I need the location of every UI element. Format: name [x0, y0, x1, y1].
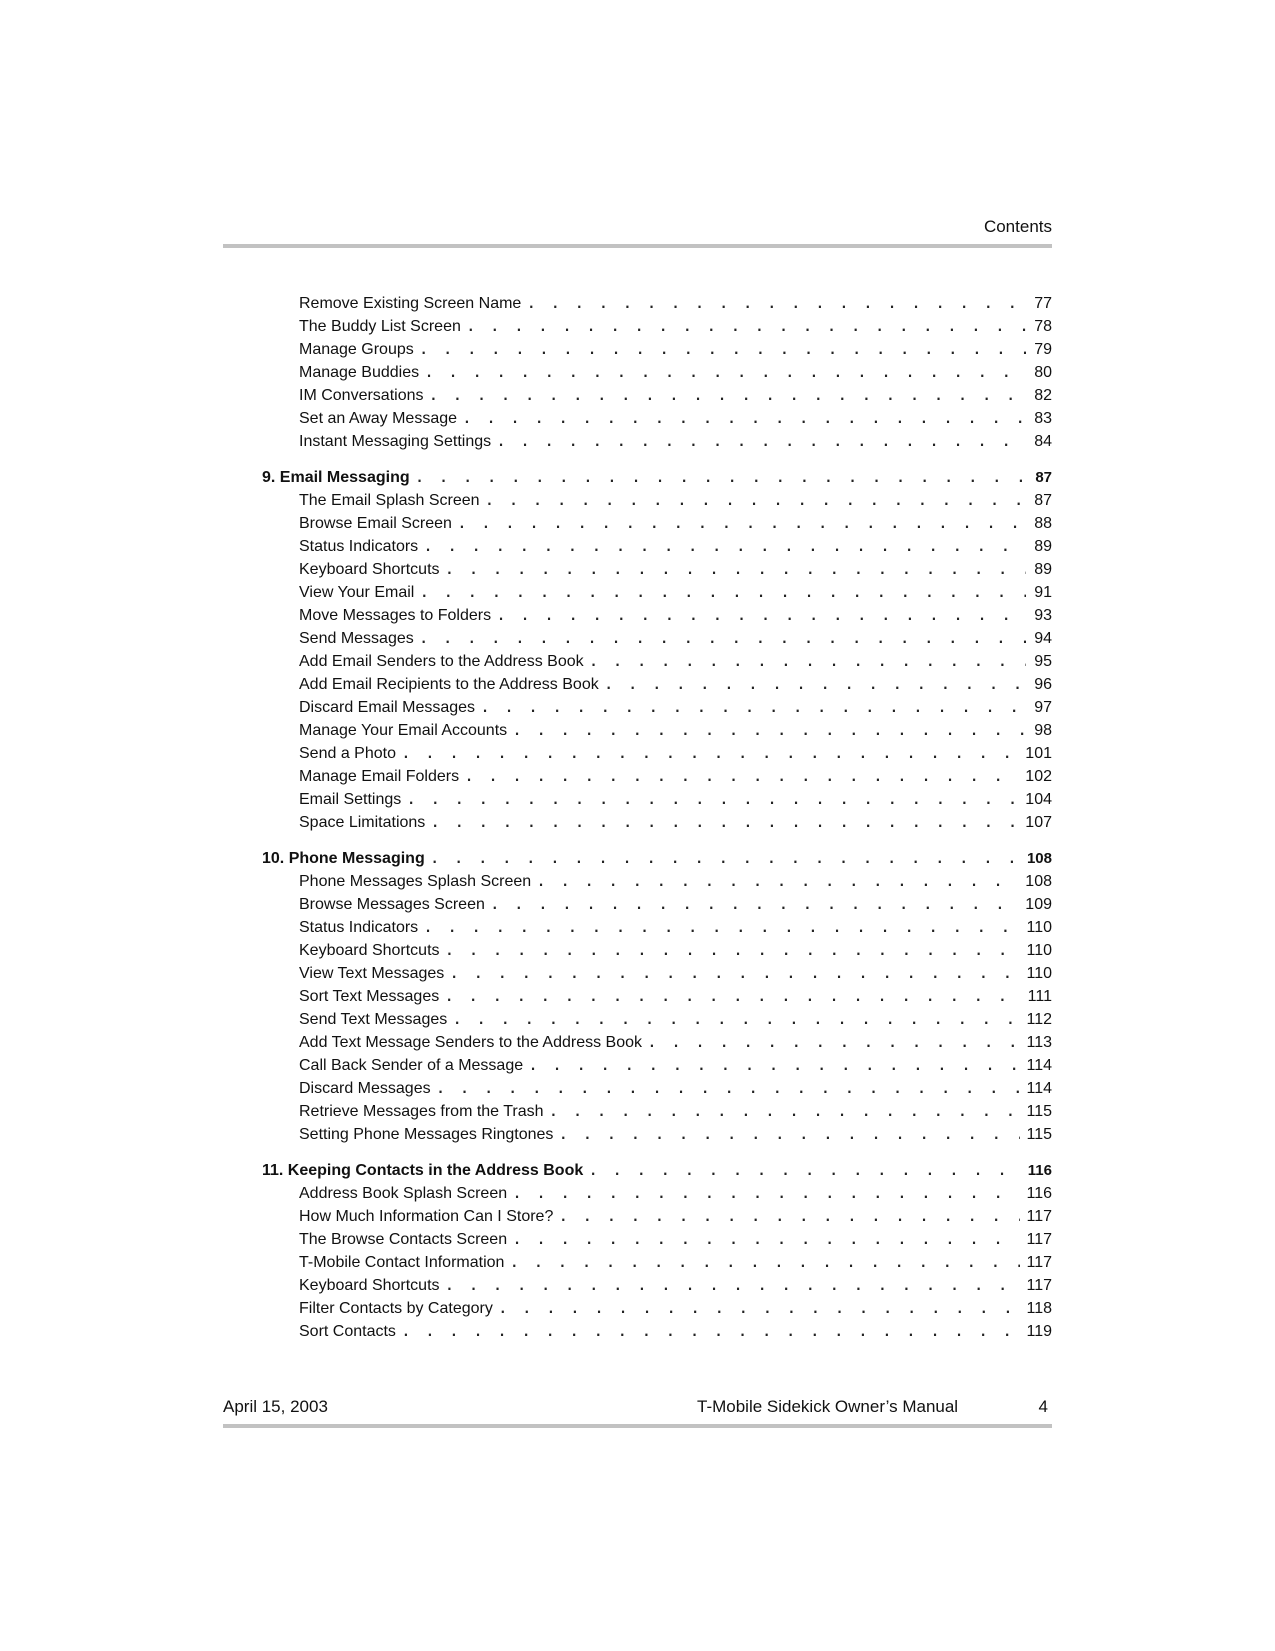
dot-leader	[446, 559, 1026, 582]
toc-entry-title: Filter Contacts by Category	[299, 1300, 493, 1317]
toc-entry-title: Email Settings	[299, 791, 402, 808]
toc-entry-page: 111	[1027, 988, 1052, 1005]
toc-entry-title: T-Mobile Contact Information	[299, 1254, 505, 1271]
toc-entry[interactable]	[262, 1228, 1052, 1251]
toc-entry-page: 82	[1034, 387, 1052, 404]
dot-leader	[424, 536, 1026, 559]
dot-leader	[648, 1032, 1020, 1055]
dot-leader	[445, 986, 1021, 1009]
toc-entry-page: 114	[1026, 1080, 1052, 1097]
toc-entry-page: 117	[1026, 1277, 1052, 1294]
toc-entry[interactable]	[262, 1205, 1052, 1228]
toc-entry-title: Sort Contacts	[299, 1323, 396, 1340]
toc-chapter-10	[262, 847, 1052, 1146]
toc-entry-page: 95	[1034, 653, 1052, 670]
dot-leader	[559, 1206, 1020, 1229]
dot-leader	[453, 1009, 1020, 1032]
dot-leader	[424, 917, 1020, 940]
toc-entry[interactable]	[262, 1008, 1052, 1031]
toc-entry-title: Discard Email Messages	[299, 699, 476, 716]
dot-leader	[420, 582, 1026, 605]
dot-leader	[420, 339, 1026, 362]
toc-entry[interactable]	[262, 558, 1052, 581]
toc-chapter-heading[interactable]	[262, 1159, 1052, 1182]
toc-entry-page: 115	[1026, 1103, 1052, 1120]
toc-chapter-title: 11. Keeping Contacts in the Address Book	[262, 1162, 584, 1179]
toc-entry-title: IM Conversations	[299, 387, 424, 404]
toc-entry-title: Status Indicators	[299, 538, 419, 555]
toc-entry-page: 114	[1026, 1057, 1052, 1074]
toc-entry[interactable]	[262, 627, 1052, 650]
page-footer	[223, 1396, 1052, 1418]
toc-entry-page: 94	[1034, 630, 1052, 647]
toc-chapter-heading[interactable]	[262, 466, 1052, 489]
toc-entry[interactable]	[262, 489, 1052, 512]
toc-entry[interactable]	[262, 407, 1052, 430]
toc-entry-title: Send Messages	[299, 630, 414, 647]
toc-entry-page: 89	[1034, 561, 1052, 578]
toc-entry-page: 79	[1034, 341, 1052, 358]
toc-entry[interactable]	[262, 870, 1052, 893]
toc-entry-title: Keyboard Shortcuts	[299, 942, 440, 959]
toc-entry-page: 93	[1034, 607, 1052, 624]
toc-entry-page: 117	[1026, 1208, 1052, 1225]
dot-leader	[527, 293, 1026, 316]
dot-leader	[446, 940, 1021, 963]
toc-entry[interactable]	[262, 962, 1052, 985]
toc-entry[interactable]	[262, 985, 1052, 1008]
toc-entry-title: Set an Away Message	[299, 410, 458, 427]
toc-entry-title: Send a Photo	[299, 745, 396, 762]
toc-entry-title: Keyboard Shortcuts	[299, 561, 440, 578]
toc-entry-title: Add Text Message Senders to the Address Book	[299, 1034, 643, 1051]
toc-entry-page: 84	[1034, 433, 1052, 450]
toc-entry-title: Sort Text Messages	[299, 988, 440, 1005]
toc-entry-title: Browse Messages Screen	[299, 896, 485, 913]
toc-entry[interactable]	[262, 1054, 1052, 1077]
dot-leader	[458, 513, 1026, 536]
toc-entry[interactable]	[262, 916, 1052, 939]
toc-entry[interactable]	[262, 361, 1052, 384]
toc-entry[interactable]	[262, 1274, 1052, 1297]
toc-entry-page: 88	[1034, 515, 1052, 532]
toc-entry-page: 96	[1034, 676, 1052, 693]
toc-entry-title: Add Email Recipients to the Address Book	[299, 676, 599, 693]
toc-section-continued	[262, 292, 1052, 453]
dot-leader	[559, 1124, 1020, 1147]
dot-leader	[510, 1252, 1020, 1275]
dot-leader	[481, 697, 1026, 720]
page-header	[223, 216, 1052, 238]
toc-entry-title: View Your Email	[299, 584, 415, 601]
toc-entry[interactable]	[262, 1123, 1052, 1146]
toc-entry-page: 112	[1026, 1011, 1052, 1028]
toc-entry[interactable]	[262, 430, 1052, 453]
header-title: Contents	[983, 217, 1052, 236]
toc-entry-page: 110	[1026, 942, 1052, 959]
dot-leader	[446, 1275, 1021, 1298]
toc-entry[interactable]	[262, 292, 1052, 315]
dot-leader	[491, 894, 1019, 917]
toc-chapter-title: 9. Email Messaging	[262, 469, 410, 486]
toc-entry[interactable]	[262, 939, 1052, 962]
toc-entry-page: 97	[1034, 699, 1052, 716]
toc-entry-title: Manage Groups	[299, 341, 414, 358]
toc-entry[interactable]	[262, 719, 1052, 742]
footer-page-number: 4	[1038, 1397, 1048, 1416]
toc-entry-title: Discard Messages	[299, 1080, 431, 1097]
header-rule	[223, 244, 1052, 248]
footer-date: April 15, 2003	[223, 1397, 328, 1416]
toc-entry-title: Manage Buddies	[299, 364, 420, 381]
dot-leader	[513, 1183, 1020, 1206]
toc-entry-page: 108	[1025, 873, 1052, 890]
dot-leader	[465, 766, 1019, 789]
toc-entry-page: 107	[1025, 814, 1052, 831]
dot-leader	[550, 1101, 1021, 1124]
dot-leader	[402, 1321, 1021, 1344]
dot-leader	[605, 674, 1026, 697]
toc-entry-title: Instant Messaging Settings	[299, 433, 492, 450]
toc-entry[interactable]	[262, 315, 1052, 338]
toc-entry-title: View Text Messages	[299, 965, 445, 982]
toc-entry[interactable]	[262, 1100, 1052, 1123]
toc-entry[interactable]	[262, 1182, 1052, 1205]
toc-chapter-page: 108	[1026, 850, 1052, 867]
toc-entry[interactable]	[262, 1077, 1052, 1100]
toc-chapter-11	[262, 1159, 1052, 1343]
toc-entry-page: 117	[1026, 1254, 1052, 1271]
toc-entry[interactable]	[262, 1297, 1052, 1320]
dot-leader	[407, 789, 1019, 812]
toc-entry[interactable]	[262, 581, 1052, 604]
toc-entry[interactable]	[262, 673, 1052, 696]
toc-entry-page: 113	[1026, 1034, 1052, 1051]
toc-entry-page: 116	[1026, 1185, 1052, 1202]
dot-leader	[430, 385, 1027, 408]
toc-entry-page: 104	[1025, 791, 1052, 808]
toc-entry-page: 117	[1026, 1231, 1052, 1248]
table-of-contents	[262, 292, 1052, 1343]
dot-leader	[420, 628, 1026, 651]
toc-entry-title: Space Limitations	[299, 814, 426, 831]
dot-leader	[589, 1160, 1022, 1183]
toc-entry-title: Status Indicators	[299, 919, 419, 936]
dot-leader	[529, 1055, 1020, 1078]
toc-entry[interactable]	[262, 512, 1052, 535]
toc-entry[interactable]	[262, 535, 1052, 558]
toc-chapter-title: 10. Phone Messaging	[262, 850, 425, 867]
dot-leader	[450, 963, 1020, 986]
toc-entry-page: 109	[1025, 896, 1052, 913]
dot-leader	[431, 848, 1021, 871]
toc-entry-page: 110	[1026, 965, 1052, 982]
dot-leader	[463, 408, 1026, 431]
toc-chapter-heading[interactable]	[262, 847, 1052, 870]
toc-entry-title: The Email Splash Screen	[299, 492, 480, 509]
toc-entry-title: Add Email Senders to the Address Book	[299, 653, 584, 670]
dot-leader	[590, 651, 1026, 674]
toc-entry-page: 102	[1025, 768, 1052, 785]
dot-leader	[431, 812, 1019, 835]
toc-chapter-page: 87	[1035, 469, 1052, 486]
toc-entry[interactable]	[262, 742, 1052, 765]
toc-entry-page: 101	[1025, 745, 1052, 762]
toc-entry-title: How Much Information Can I Store?	[299, 1208, 554, 1225]
toc-entry-page: 87	[1034, 492, 1052, 509]
dot-leader	[499, 1298, 1021, 1321]
dot-leader	[467, 316, 1026, 339]
toc-entry-page: 77	[1034, 295, 1052, 312]
dot-leader	[425, 362, 1026, 385]
dot-leader	[486, 490, 1026, 513]
toc-entry-page: 80	[1034, 364, 1052, 381]
toc-entry-title: Send Text Messages	[299, 1011, 448, 1028]
toc-entry[interactable]	[262, 788, 1052, 811]
toc-entry-title: Move Messages to Folders	[299, 607, 492, 624]
toc-entry-page: 115	[1026, 1126, 1052, 1143]
toc-entry-page: 83	[1034, 410, 1052, 427]
toc-entry-title: Retrieve Messages from the Trash	[299, 1103, 544, 1120]
toc-entry-page: 118	[1026, 1300, 1052, 1317]
toc-entry[interactable]	[262, 1320, 1052, 1343]
toc-entry-title: Browse Email Screen	[299, 515, 452, 532]
toc-entry-title: Setting Phone Messages Ringtones	[299, 1126, 554, 1143]
toc-entry-page: 91	[1034, 584, 1052, 601]
toc-entry-page: 119	[1026, 1323, 1052, 1340]
dot-leader	[513, 720, 1026, 743]
toc-entry-page: 110	[1026, 919, 1052, 936]
footer-rule	[223, 1424, 1052, 1428]
toc-entry-page: 78	[1034, 318, 1052, 335]
dot-leader	[497, 431, 1026, 454]
toc-entry[interactable]	[262, 696, 1052, 719]
toc-entry[interactable]	[262, 338, 1052, 361]
dot-leader	[402, 743, 1019, 766]
toc-entry[interactable]	[262, 384, 1052, 407]
dot-leader	[497, 605, 1026, 628]
toc-entry[interactable]	[262, 604, 1052, 627]
dot-leader	[513, 1229, 1020, 1252]
toc-entry[interactable]	[262, 1031, 1052, 1054]
toc-entry-title: Phone Messages Splash Screen	[299, 873, 532, 890]
toc-entry-title: The Browse Contacts Screen	[299, 1231, 508, 1248]
toc-entry[interactable]	[262, 765, 1052, 788]
toc-entry-title: The Buddy List Screen	[299, 318, 461, 335]
toc-entry-page: 98	[1034, 722, 1052, 739]
dot-leader	[537, 871, 1019, 894]
toc-entry-title: Keyboard Shortcuts	[299, 1277, 440, 1294]
toc-entry-title: Call Back Sender of a Message	[299, 1057, 524, 1074]
toc-entry[interactable]	[262, 1251, 1052, 1274]
toc-entry-page: 89	[1034, 538, 1052, 555]
footer-manual-title: T-Mobile Sidekick Owner’s Manual	[697, 1397, 959, 1416]
toc-chapter-9	[262, 466, 1052, 834]
toc-entry-title: Manage Your Email Accounts	[299, 722, 508, 739]
toc-entry[interactable]	[262, 811, 1052, 834]
toc-entry-title: Address Book Splash Screen	[299, 1185, 508, 1202]
toc-entry-title: Remove Existing Screen Name	[299, 295, 522, 312]
dot-leader	[416, 467, 1026, 490]
toc-entry[interactable]	[262, 893, 1052, 916]
dot-leader	[437, 1078, 1021, 1101]
toc-chapter-page: 116	[1027, 1162, 1052, 1179]
toc-entry-title: Manage Email Folders	[299, 768, 460, 785]
toc-entry[interactable]	[262, 650, 1052, 673]
